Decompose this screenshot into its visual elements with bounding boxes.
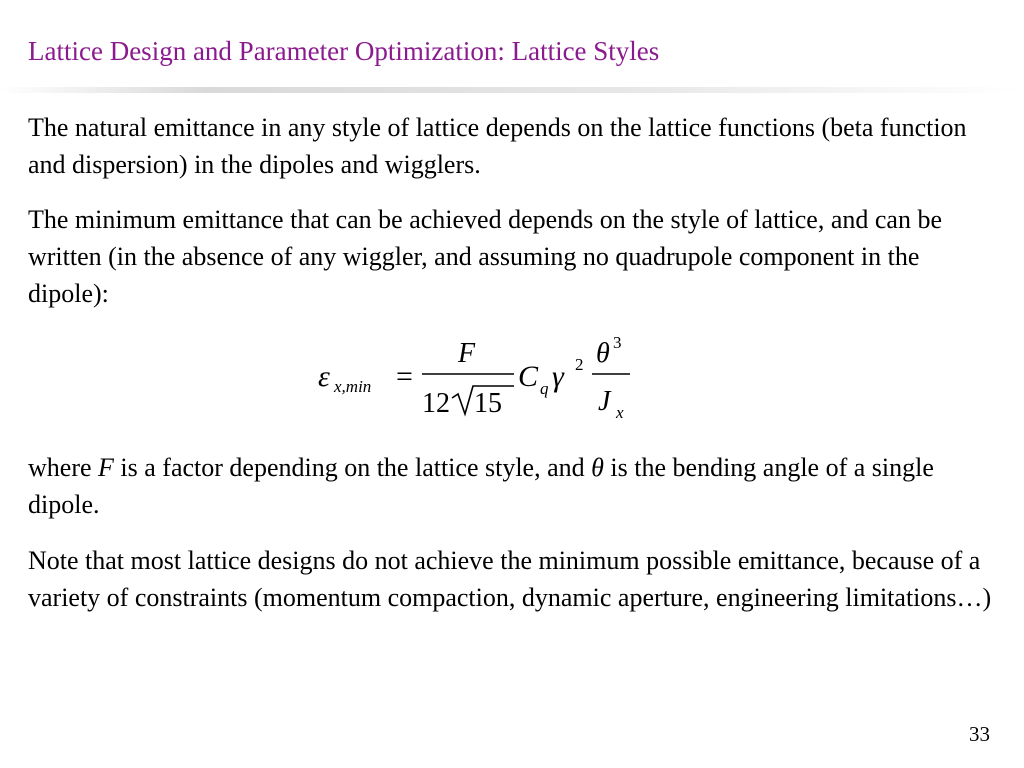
- paragraph-where-f: [28, 449, 998, 523]
- gamma-symbol: γ: [552, 360, 564, 393]
- p3-text-3: is the bending angle of a single dipole.: [28, 453, 934, 519]
- page-number: 33: [969, 722, 990, 746]
- epsilon-subscript-text: x,min: [334, 377, 372, 396]
- paragraph-natural-emittance: The natural emittance in any style of lattice depends on the lattice functions (beta function and dispersion) in the dipoles and wigglers.: [28, 113, 967, 179]
- slide-title: Lattice Design and Parameter Optimization: Lattice Styles: [28, 36, 660, 66]
- denominator-coefficient: 12: [422, 388, 450, 419]
- symbol-theta: θ: [591, 453, 604, 482]
- paragraph-note: Note that most lattice designs do not achieve the minimum possible emittance, because of a variety of constraints (momentum compaction, dynamic aperture, engineering limitations…): [28, 546, 992, 612]
- theta-exponent: 3: [613, 333, 622, 352]
- paragraph-minimum-emittance: The minimum emittance that can be achieved depends on the style of lattice, and can be written (in the absence of any wiggler, and assuming no quadrupole component in the dipole):: [28, 205, 942, 308]
- equals-sign: =: [396, 360, 413, 393]
- jx-subscript: x: [616, 403, 624, 422]
- epsilon-symbol: ε: [318, 360, 330, 393]
- title-divider: [0, 87, 1024, 93]
- constant-c: C: [518, 360, 539, 393]
- jx-symbol: J: [598, 386, 611, 417]
- gamma-exponent: 2: [575, 355, 584, 374]
- radicand: 15: [474, 388, 502, 419]
- theta-symbol: θ: [596, 338, 610, 369]
- epsilon-subscript: [333, 377, 371, 396]
- symbol-f: F: [98, 453, 114, 482]
- constant-subscript-q: q: [540, 379, 549, 398]
- p3-text-2: is a factor depending on the lattice style, and: [113, 453, 592, 482]
- minimum-emittance-equation: [318, 332, 658, 432]
- p3-text-1: where: [28, 453, 99, 482]
- fraction-numerator: F: [458, 338, 476, 369]
